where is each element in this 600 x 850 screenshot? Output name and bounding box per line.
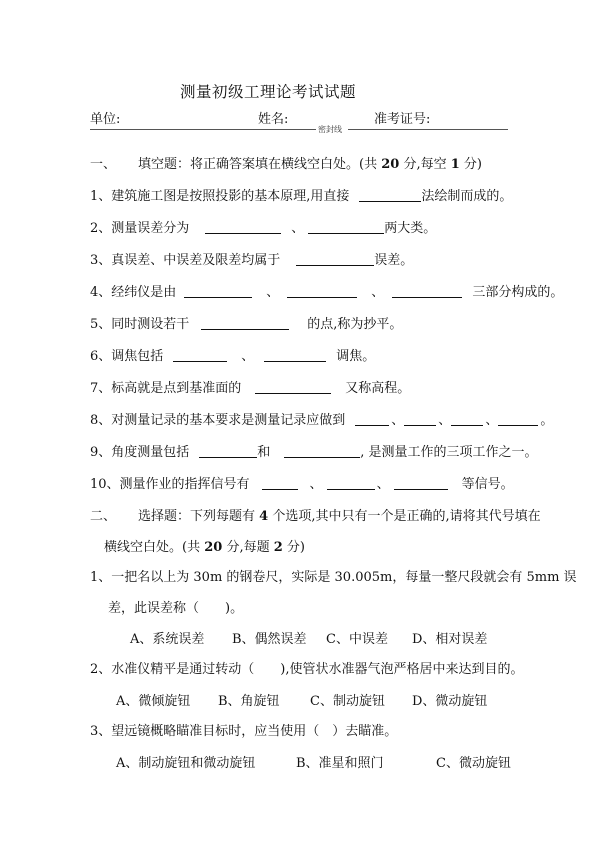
fill-q2-blank-1[interactable] bbox=[205, 221, 281, 234]
fill-q2-text-b: 、 bbox=[291, 221, 305, 236]
fill-q9-text-c: , 是测量工作的三项工作之一。 bbox=[360, 445, 538, 460]
section2-text-a: 选择题：下列每题有 bbox=[138, 509, 260, 524]
fill-q4-text-d: 三部分构成的。 bbox=[472, 285, 564, 300]
choice-question-2: 2、水准仪精平是通过转动（ ),使管状水准器气泡严格居中来达到目的。 bbox=[90, 662, 524, 677]
choice-question-1-line2: 差，此误差称（ )。 bbox=[108, 601, 244, 616]
fill-question-10 bbox=[90, 473, 514, 492]
choice-q1-option-c[interactable]: C、中误差 bbox=[326, 632, 388, 647]
fill-question-7 bbox=[90, 377, 410, 396]
fill-q10-text-b: 、 bbox=[309, 477, 323, 492]
seal-line-right bbox=[348, 129, 508, 130]
fill-q3-text-a: 3、真误差、中误差及限差均属于 bbox=[90, 253, 281, 268]
fill-question-8 bbox=[90, 409, 553, 428]
choice-q3-option-a[interactable]: A、制动旋钮和微动旋钮 bbox=[116, 756, 256, 771]
section2-score-each: 2 bbox=[273, 540, 283, 555]
choice-q1-option-b[interactable]: B、偶然误差 bbox=[232, 632, 307, 647]
section1-heading bbox=[90, 153, 482, 172]
fill-question-5 bbox=[90, 313, 402, 332]
fill-q4-blank-3[interactable] bbox=[392, 285, 462, 298]
fill-q5-text-b: 的点,称为抄平。 bbox=[307, 317, 403, 332]
section1-text-a: 填空题：将正确答案填在横线空白处。(共 bbox=[138, 157, 382, 172]
section2-heading bbox=[90, 505, 541, 524]
fill-q1-blank[interactable] bbox=[359, 189, 421, 202]
fill-q8-text-c: 、 bbox=[438, 413, 452, 428]
fill-q1-text-a: 1、建筑施工图是按照投影的基本原理,用直接 bbox=[90, 189, 350, 204]
seal-line-left bbox=[90, 129, 316, 130]
fill-q8-blank-2[interactable] bbox=[404, 413, 436, 426]
fill-q6-text-c: 调焦。 bbox=[336, 349, 376, 364]
name-label: 姓名: bbox=[258, 112, 289, 127]
choice-q3-option-c[interactable]: C、微动旋钮 bbox=[436, 756, 511, 771]
section2-line2-a: 横线空白处。(共 bbox=[104, 540, 205, 555]
fill-q6-text-b: 、 bbox=[241, 349, 255, 364]
fill-q3-blank[interactable] bbox=[296, 253, 374, 266]
fill-q4-blank-1[interactable] bbox=[184, 285, 252, 298]
choice-question-1: 1、一把名以上为 30m 的钢卷尺，实际是 30.005m，每量一整尺段就会有 5mm 误 bbox=[90, 570, 577, 585]
fill-q9-blank-1[interactable] bbox=[199, 445, 257, 458]
section2-line2-c: 分) bbox=[282, 540, 305, 555]
fill-question-2 bbox=[90, 217, 436, 236]
fill-q5-blank[interactable] bbox=[201, 317, 289, 330]
choice-q1-option-d[interactable]: D、相对误差 bbox=[412, 632, 488, 647]
seal-line bbox=[90, 124, 508, 134]
fill-q10-text-c: 、 bbox=[376, 477, 390, 492]
choice-q2-option-b[interactable]: B、角旋钮 bbox=[218, 694, 280, 709]
section1-number: 一、 bbox=[90, 157, 117, 172]
fill-q8-text-a: 8、对测量记录的基本要求是测量记录应做到 bbox=[90, 413, 346, 428]
fill-q6-blank-1[interactable] bbox=[173, 349, 227, 362]
choice-q2-option-a[interactable]: A、微倾旋钮 bbox=[116, 694, 191, 709]
section2-text-b: 个选项,其中只有一个是正确的,请将其代号填在 bbox=[268, 509, 541, 524]
fill-q4-text-a: 4、经纬仪是由 bbox=[90, 285, 177, 300]
section1-score-total: 20 bbox=[381, 157, 400, 172]
fill-q9-text-b: 和 bbox=[257, 445, 271, 460]
fill-q8-blank-3[interactable] bbox=[451, 413, 483, 426]
section1-score-each: 1 bbox=[450, 157, 460, 172]
fill-q7-blank[interactable] bbox=[255, 381, 331, 394]
fill-q10-blank-2[interactable] bbox=[327, 477, 375, 490]
fill-q8-blank-4[interactable] bbox=[498, 413, 538, 426]
fill-q10-text-d: 等信号。 bbox=[461, 477, 514, 492]
fill-question-4 bbox=[90, 281, 563, 300]
fill-question-6 bbox=[90, 345, 375, 364]
fill-q8-blank-1[interactable] bbox=[355, 413, 389, 426]
choice-q2-option-c[interactable]: C、制动旋钮 bbox=[310, 694, 385, 709]
ticket-number-label: 准考证号: bbox=[374, 112, 431, 127]
fill-question-9 bbox=[90, 441, 538, 460]
fill-q6-text-a: 6、调焦包括 bbox=[90, 349, 164, 364]
seal-line-text: 密封线 bbox=[318, 125, 342, 134]
fill-q9-blank-2[interactable] bbox=[284, 445, 360, 458]
fill-question-3 bbox=[90, 249, 413, 268]
section1-text-c: 分) bbox=[459, 157, 482, 172]
fill-q9-text-a: 9、角度测量包括 bbox=[90, 445, 190, 460]
section2-line2-b: 分,每题 bbox=[222, 540, 274, 555]
fill-q3-text-b: 误差。 bbox=[374, 253, 414, 268]
fill-q10-blank-1[interactable] bbox=[262, 477, 298, 490]
fill-q4-blank-2[interactable] bbox=[287, 285, 357, 298]
section2-number: 二、 bbox=[90, 509, 117, 524]
fill-q5-text-a: 5、同时测设若干 bbox=[90, 317, 190, 332]
section1-text-b: 分,每空 bbox=[399, 157, 451, 172]
fill-q8-text-b: 、 bbox=[391, 413, 405, 428]
fill-q8-text-e: 。 bbox=[540, 413, 554, 428]
fill-q8-text-d: 、 bbox=[485, 413, 499, 428]
section2-option-count: 4 bbox=[259, 509, 269, 524]
fill-q4-text-c: 、 bbox=[371, 285, 385, 300]
fill-q2-blank-2[interactable] bbox=[308, 221, 384, 234]
choice-question-3: 3、望远镜概略瞄准目标时，应当使用（ ）去瞄准。 bbox=[90, 724, 398, 739]
choice-q2-option-d[interactable]: D、微动旋钮 bbox=[412, 694, 488, 709]
choice-q3-option-b[interactable]: B、准星和照门 bbox=[296, 756, 384, 771]
section2-score-total: 20 bbox=[204, 540, 223, 555]
fill-q7-text-a: 7、标高就是点到基准面的 bbox=[90, 381, 242, 396]
page-title: 测量初级工理论考试试题 bbox=[180, 83, 357, 101]
unit-label: 单位: bbox=[90, 112, 121, 127]
fill-q7-text-b: 又称高程。 bbox=[345, 381, 411, 396]
fill-q4-text-b: 、 bbox=[266, 285, 280, 300]
fill-question-1 bbox=[90, 185, 512, 204]
choice-q1-option-a[interactable]: A、系统误差 bbox=[130, 632, 205, 647]
fill-q2-text-a: 2、测量误差分为 bbox=[90, 221, 190, 236]
fill-q2-text-c: 两大类。 bbox=[384, 221, 437, 236]
fill-q1-text-b: 法绘制而成的。 bbox=[421, 189, 513, 204]
section2-heading-line2 bbox=[104, 536, 305, 555]
fill-q6-blank-2[interactable] bbox=[264, 349, 326, 362]
fill-q10-text-a: 10、测量作业的指挥信号有 bbox=[90, 477, 250, 492]
fill-q10-blank-3[interactable] bbox=[394, 477, 448, 490]
